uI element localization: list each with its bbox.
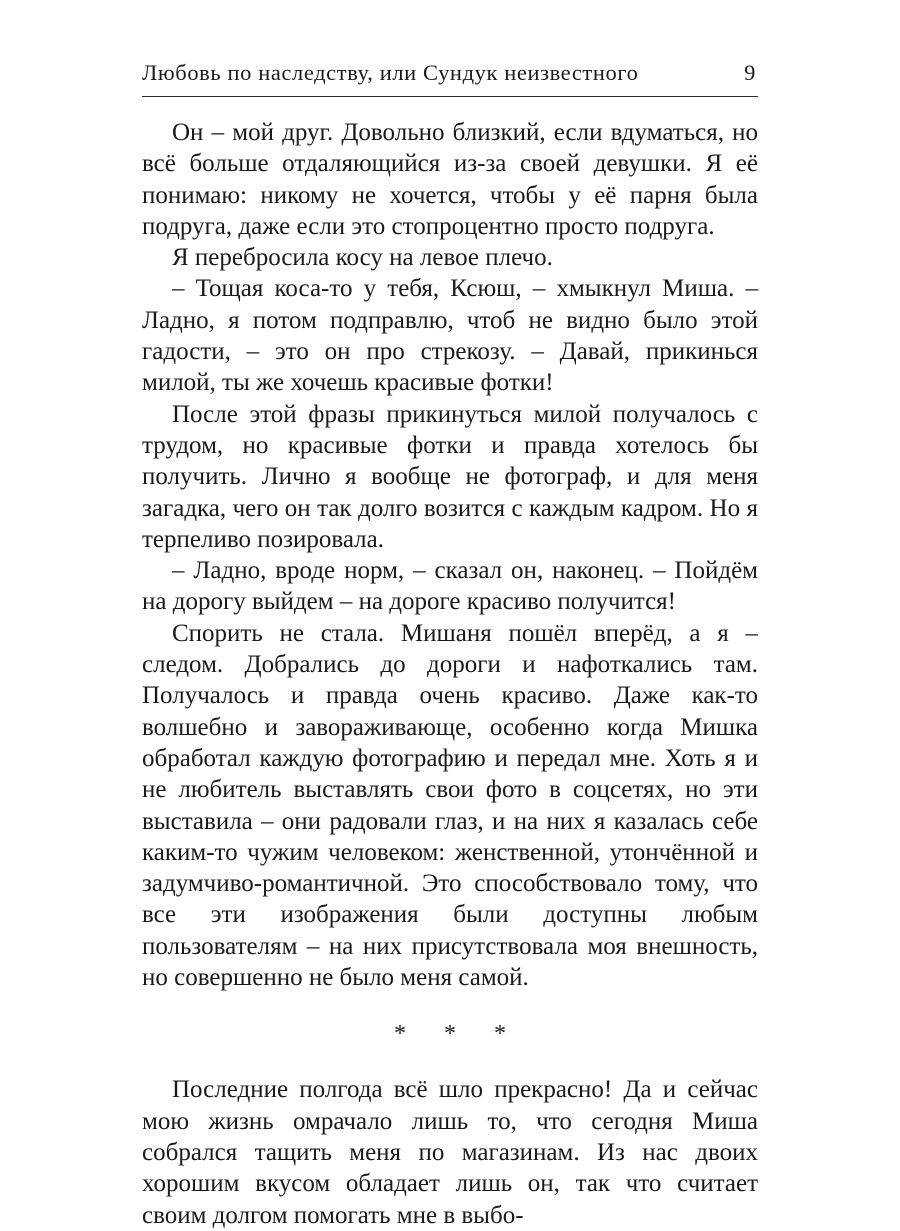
paragraph: После этой фразы прикинуться милой получалось с трудом, но красивые фотки и правда хотелось бы получить. Лично я вообще не фотограф, и для меня загадка, чего он так долго возится с каждым кадром. Но я терпеливо позировала. <box>142 400 758 553</box>
page-number: 9 <box>744 60 756 85</box>
paragraph: Спорить не стала. Мишаня пошёл вперёд, а я – следом. Добрались до дороги и нафоткались там. Получалось и правда очень красиво. Даже как-то волшебно и завораживающе, особенно когда Мишка обработал каждую фотографию и передал мне. Хоть я и не любитель выставлять свои фото в соцсетях, но эти выставила – они радовали глаз, и на них я казалась себе каким-то чужим человеком: женственной, утончённой и задумчиво-романтичной. Это способствовало тому, что все эти изображения были доступны любым пользователям – на них присутствовала моя внешность, но совершенно не было меня самой. <box>142 619 758 992</box>
running-title: Любовь по наследству, или Сундук неизвестного <box>142 60 639 85</box>
paragraph: – Ладно, вроде норм, – сказал он, наконец. – Пойдём на дорогу выйдем – на дороге красиво получится! <box>142 557 758 616</box>
paragraph: Он – мой друг. Довольно близкий, если вдуматься, но всё больше отдаляющийся из-за своей девушки. Я её понимаю: никому не хочется, чтобы у её парня была подруга, даже если это стопроцентно просто подруга. <box>142 119 758 240</box>
section-separator: * * * <box>394 1021 522 1048</box>
running-header <box>142 60 758 97</box>
book-page <box>142 60 758 1231</box>
paragraph: – Тощая коса-то у тебя, Ксюш, – хмыкнул Миша. – Ладно, я потом подправлю, чтоб не видно было этой гадости, – это он про стрекозу. – Давай, прикинься милой, ты же хочешь красивые фотки! <box>142 275 758 397</box>
paragraph: Последние полгода всё шло прекрасно! Да и сейчас мою жизнь омрачало лишь то, что сегодня Миша собрался тащить меня по магазинам. Из нас двоих хорошим вкусом обладает лишь он, так что считает своим долгом помогать мне в выбо- <box>142 1076 758 1229</box>
paragraph: Я перебросила косу на левое плечо. <box>172 244 553 272</box>
body-text <box>142 117 758 1231</box>
